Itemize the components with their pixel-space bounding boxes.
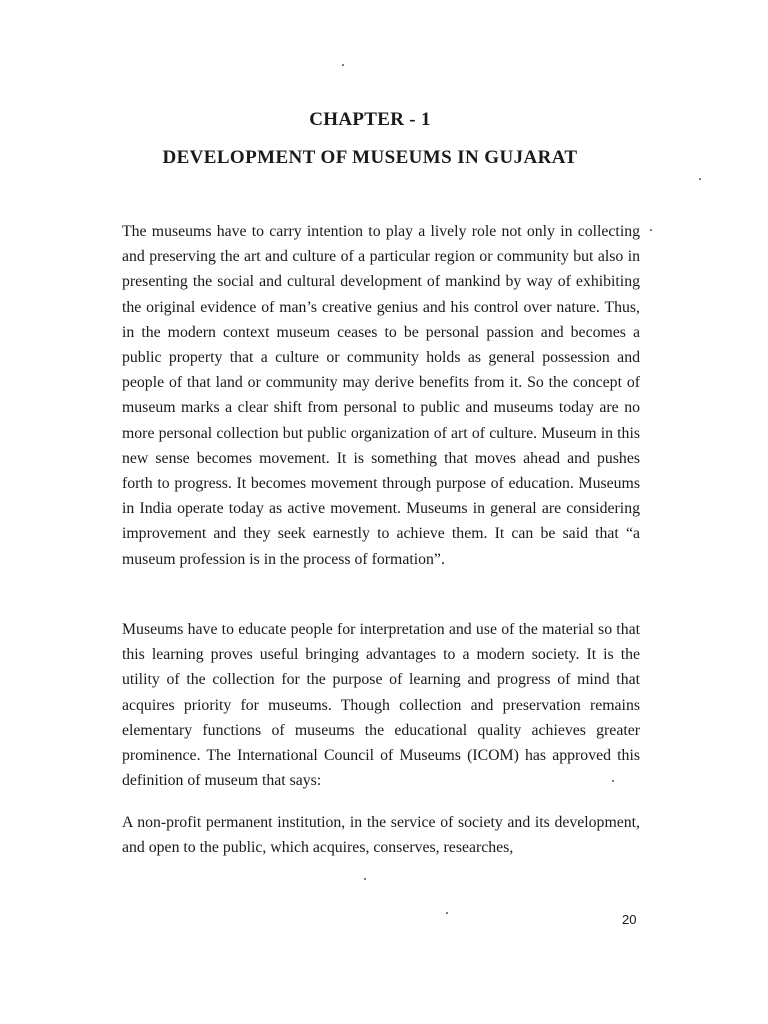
chapter-label: CHAPTER - 1 bbox=[309, 109, 431, 130]
scan-speck bbox=[650, 229, 652, 231]
scan-speck bbox=[342, 64, 344, 66]
body-paragraph: A non-profit permanent institution, in the service of society and its development, and open to the public, which acquires, conserves, researches, bbox=[122, 814, 640, 857]
scan-speck bbox=[699, 178, 701, 180]
page-number: 20 bbox=[622, 912, 637, 927]
scan-speck bbox=[446, 912, 448, 914]
scan-speck bbox=[364, 878, 366, 880]
body-paragraph: The museums have to carry intention to play a lively role not only in collecting and preserving the art and culture of a particular region or community but also in presenting the social and cultural development of mankind by way of exhibiting the original evidence of man’s creative genius and his control over nature. Thus, in the modern context museum ceases to be personal passion and becomes a public property that a culture or community holds as general possession and people of that land or community may derive benefits from it. So the concept of museum marks a clear shift from personal to public and museums today are no more personal collection but public organization of art of culture. Museum in this new sense becomes movement. It is something that moves ahead and pushes forth to progress. It becomes movement through purpose of education. Museums in India operate today as active movement. Museums in general are considering improvement and they seek earnestly to achieve them. It can be said that “a museum profession is in the process of formation”. bbox=[122, 223, 640, 568]
chapter-title: DEVELOPMENT OF MUSEUMS IN GUJARAT bbox=[162, 147, 578, 168]
body-paragraph: Museums have to educate people for interpretation and use of the material so that this learning proves useful bringing advantages to a modern society. It is the utility of the collection for the purpose of learning and progress of mind that acquires priority for museums. Though collection and preservation remains elementary functions of museums the educational quality achieves greater prominence. The International Council of Museums (ICOM) has approved this definition of museum that says: bbox=[122, 621, 640, 790]
